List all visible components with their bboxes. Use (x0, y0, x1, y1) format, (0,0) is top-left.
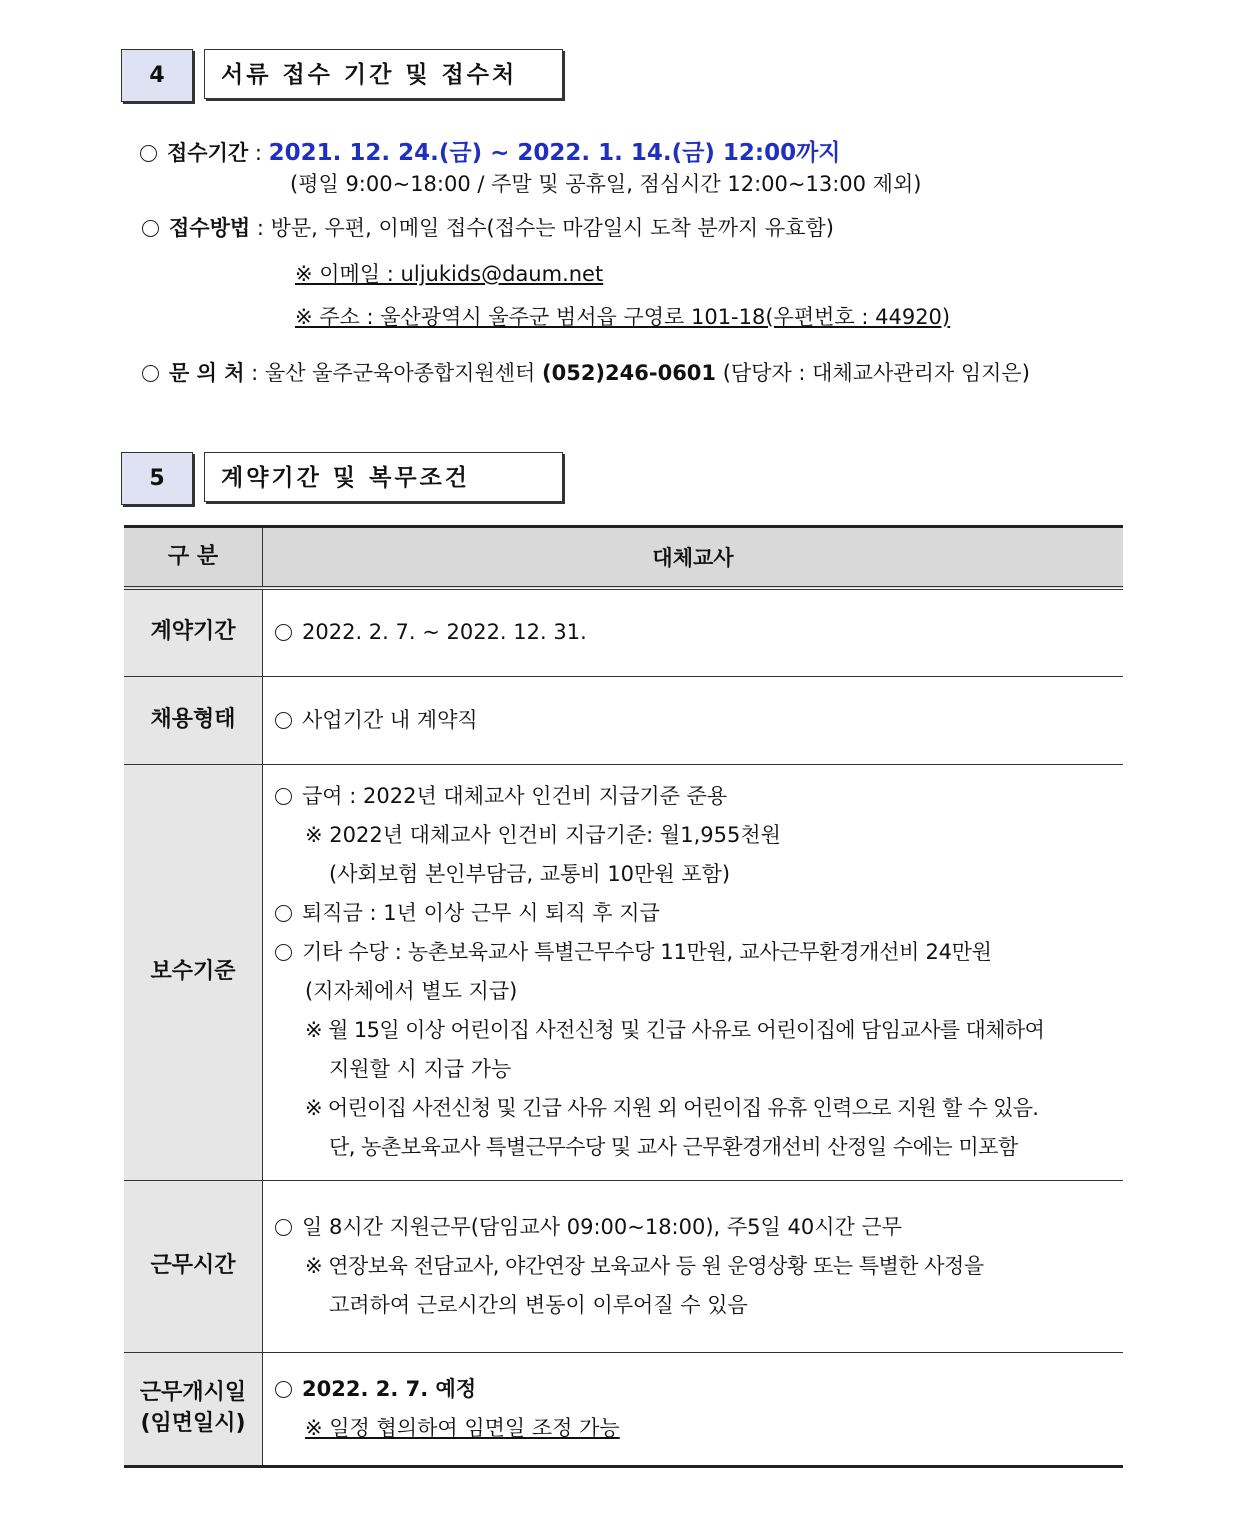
hours-line: ※ 연장보육 전담교사, 야간연장 보육교사 등 원 운영상황 또는 특별한 사정을 (305, 1253, 984, 1278)
pay-line: 기타 수당 : 농촌보육교사 특별근무수당 11만원, 교사근무환경개선비 24만원 (275, 933, 1123, 972)
table-header-row (124, 527, 1123, 589)
circle-bullet-icon (140, 145, 157, 162)
header-substitute-teacher: 대체교사 (263, 527, 1124, 589)
period-value: 2021. 12. 24.(금) ~ 2022. 1. 14.(금) 12:00까지 (268, 140, 841, 166)
pay-line: 퇴직금 : 1년 이상 근무 시 퇴직 후 지급 (275, 894, 1123, 933)
contact-row: 문 의 처 : 울산 울주군육아종합지원센터 (052)246-0601 (담당자 : 대체교사관리자 임지은) (142, 357, 1030, 387)
contact-label: 문 의 처 (169, 361, 245, 385)
start-date-value: 2022. 2. 7. 예정 (302, 1376, 477, 1401)
terms-table (124, 525, 1123, 1468)
employment-cell (263, 676, 1124, 764)
period-row: 접수기간 : 2021. 12. 24.(금) ~ 2022. 1. 14.(금) 12:00까지 (140, 134, 841, 167)
employment-value: 사업기간 내 계약직 (302, 707, 478, 732)
hours-line: 일 8시간 지원근무(담임교사 09:00~18:00), 주5일 40시간 근무 (275, 1208, 1123, 1247)
pay-line: ※ 2022년 대체교사 인건비 지급기준: 월1,955천원 (305, 823, 781, 847)
hours-label: 근무시간 (124, 1180, 263, 1352)
contract-cell (263, 588, 1124, 676)
table-row (124, 764, 1123, 1180)
circle-bullet-icon (275, 1381, 292, 1398)
section-number: 4 (121, 49, 193, 102)
pay-line: 지원할 시 지급 가능 (329, 1057, 512, 1081)
circle-bullet-icon (142, 365, 159, 382)
circle-bullet-icon (275, 712, 292, 729)
contract-label: 계약기간 (124, 588, 263, 676)
contact-phone: (052)246-0601 (542, 361, 717, 385)
circle-bullet-icon (275, 905, 292, 922)
start-date-note: ※ 일정 협의하여 임면일 조정 가능 (305, 1415, 620, 1440)
section-number: 5 (121, 452, 193, 505)
circle-bullet-icon (275, 1219, 292, 1236)
hours-line: 고려하여 근로시간의 변동이 이루어질 수 있음 (329, 1292, 748, 1317)
circle-bullet-icon (275, 944, 292, 961)
header-category: 구 분 (124, 527, 263, 589)
table-row (124, 588, 1123, 676)
section-title: 계약기간 및 복무조건 (204, 452, 563, 502)
pay-cell (263, 764, 1124, 1180)
pay-line: (사회보험 본인부담금, 교통비 10만원 포함) (329, 862, 731, 886)
circle-bullet-icon (275, 788, 292, 805)
section-title: 서류 접수 기간 및 접수처 (204, 49, 563, 99)
pay-line: 급여 : 2022년 대체교사 인건비 지급기준 준용 (275, 777, 1123, 816)
email-line[interactable]: ※ 이메일 : uljukids@daum.net (295, 262, 604, 286)
contract-value: 2022. 2. 7. ~ 2022. 12. 31. (302, 620, 587, 645)
circle-bullet-icon (142, 220, 159, 237)
method-row: 접수방법 : 방문, 우편, 이메일 접수(접수는 마감일시 도착 분까지 유효함) (142, 212, 834, 242)
start-date-label: 근무개시일 (임면일시) (124, 1352, 263, 1466)
pay-line: ※ 월 15일 이상 어린이집 사전신청 및 긴급 사유로 어린이집에 담임교사를 대체하여 (305, 1018, 1045, 1042)
hours-cell (263, 1180, 1124, 1352)
table-row (124, 1180, 1123, 1352)
pay-line: (지자체에서 별도 지급) (305, 979, 518, 1003)
table-row (124, 676, 1123, 764)
table-row (124, 1352, 1123, 1466)
address-line: ※ 주소 : 울산광역시 울주군 범서읍 구영로 101-18(우편번호 : 44920) (295, 305, 951, 329)
pay-label: 보수기준 (124, 764, 263, 1180)
period-note: (평일 9:00~18:00 / 주말 및 공휴일, 점심시간 12:00~13:00 제외) (290, 172, 922, 196)
period-label: 접수기간 (167, 141, 249, 165)
pay-line: 단, 농촌보육교사 특별근무수당 및 교사 근무환경개선비 산정일 수에는 미포함 (329, 1135, 1018, 1159)
circle-bullet-icon (275, 624, 292, 641)
employment-label: 채용형태 (124, 676, 263, 764)
method-label: 접수방법 (169, 216, 251, 240)
pay-line: ※ 어린이집 사전신청 및 긴급 사유 지원 외 어린이집 유휴 인력으로 지원 할 수 있음. (305, 1096, 1039, 1120)
start-date-cell (263, 1352, 1124, 1466)
method-value: 방문, 우편, 이메일 접수(접수는 마감일시 도착 분까지 유효함) (270, 216, 834, 240)
